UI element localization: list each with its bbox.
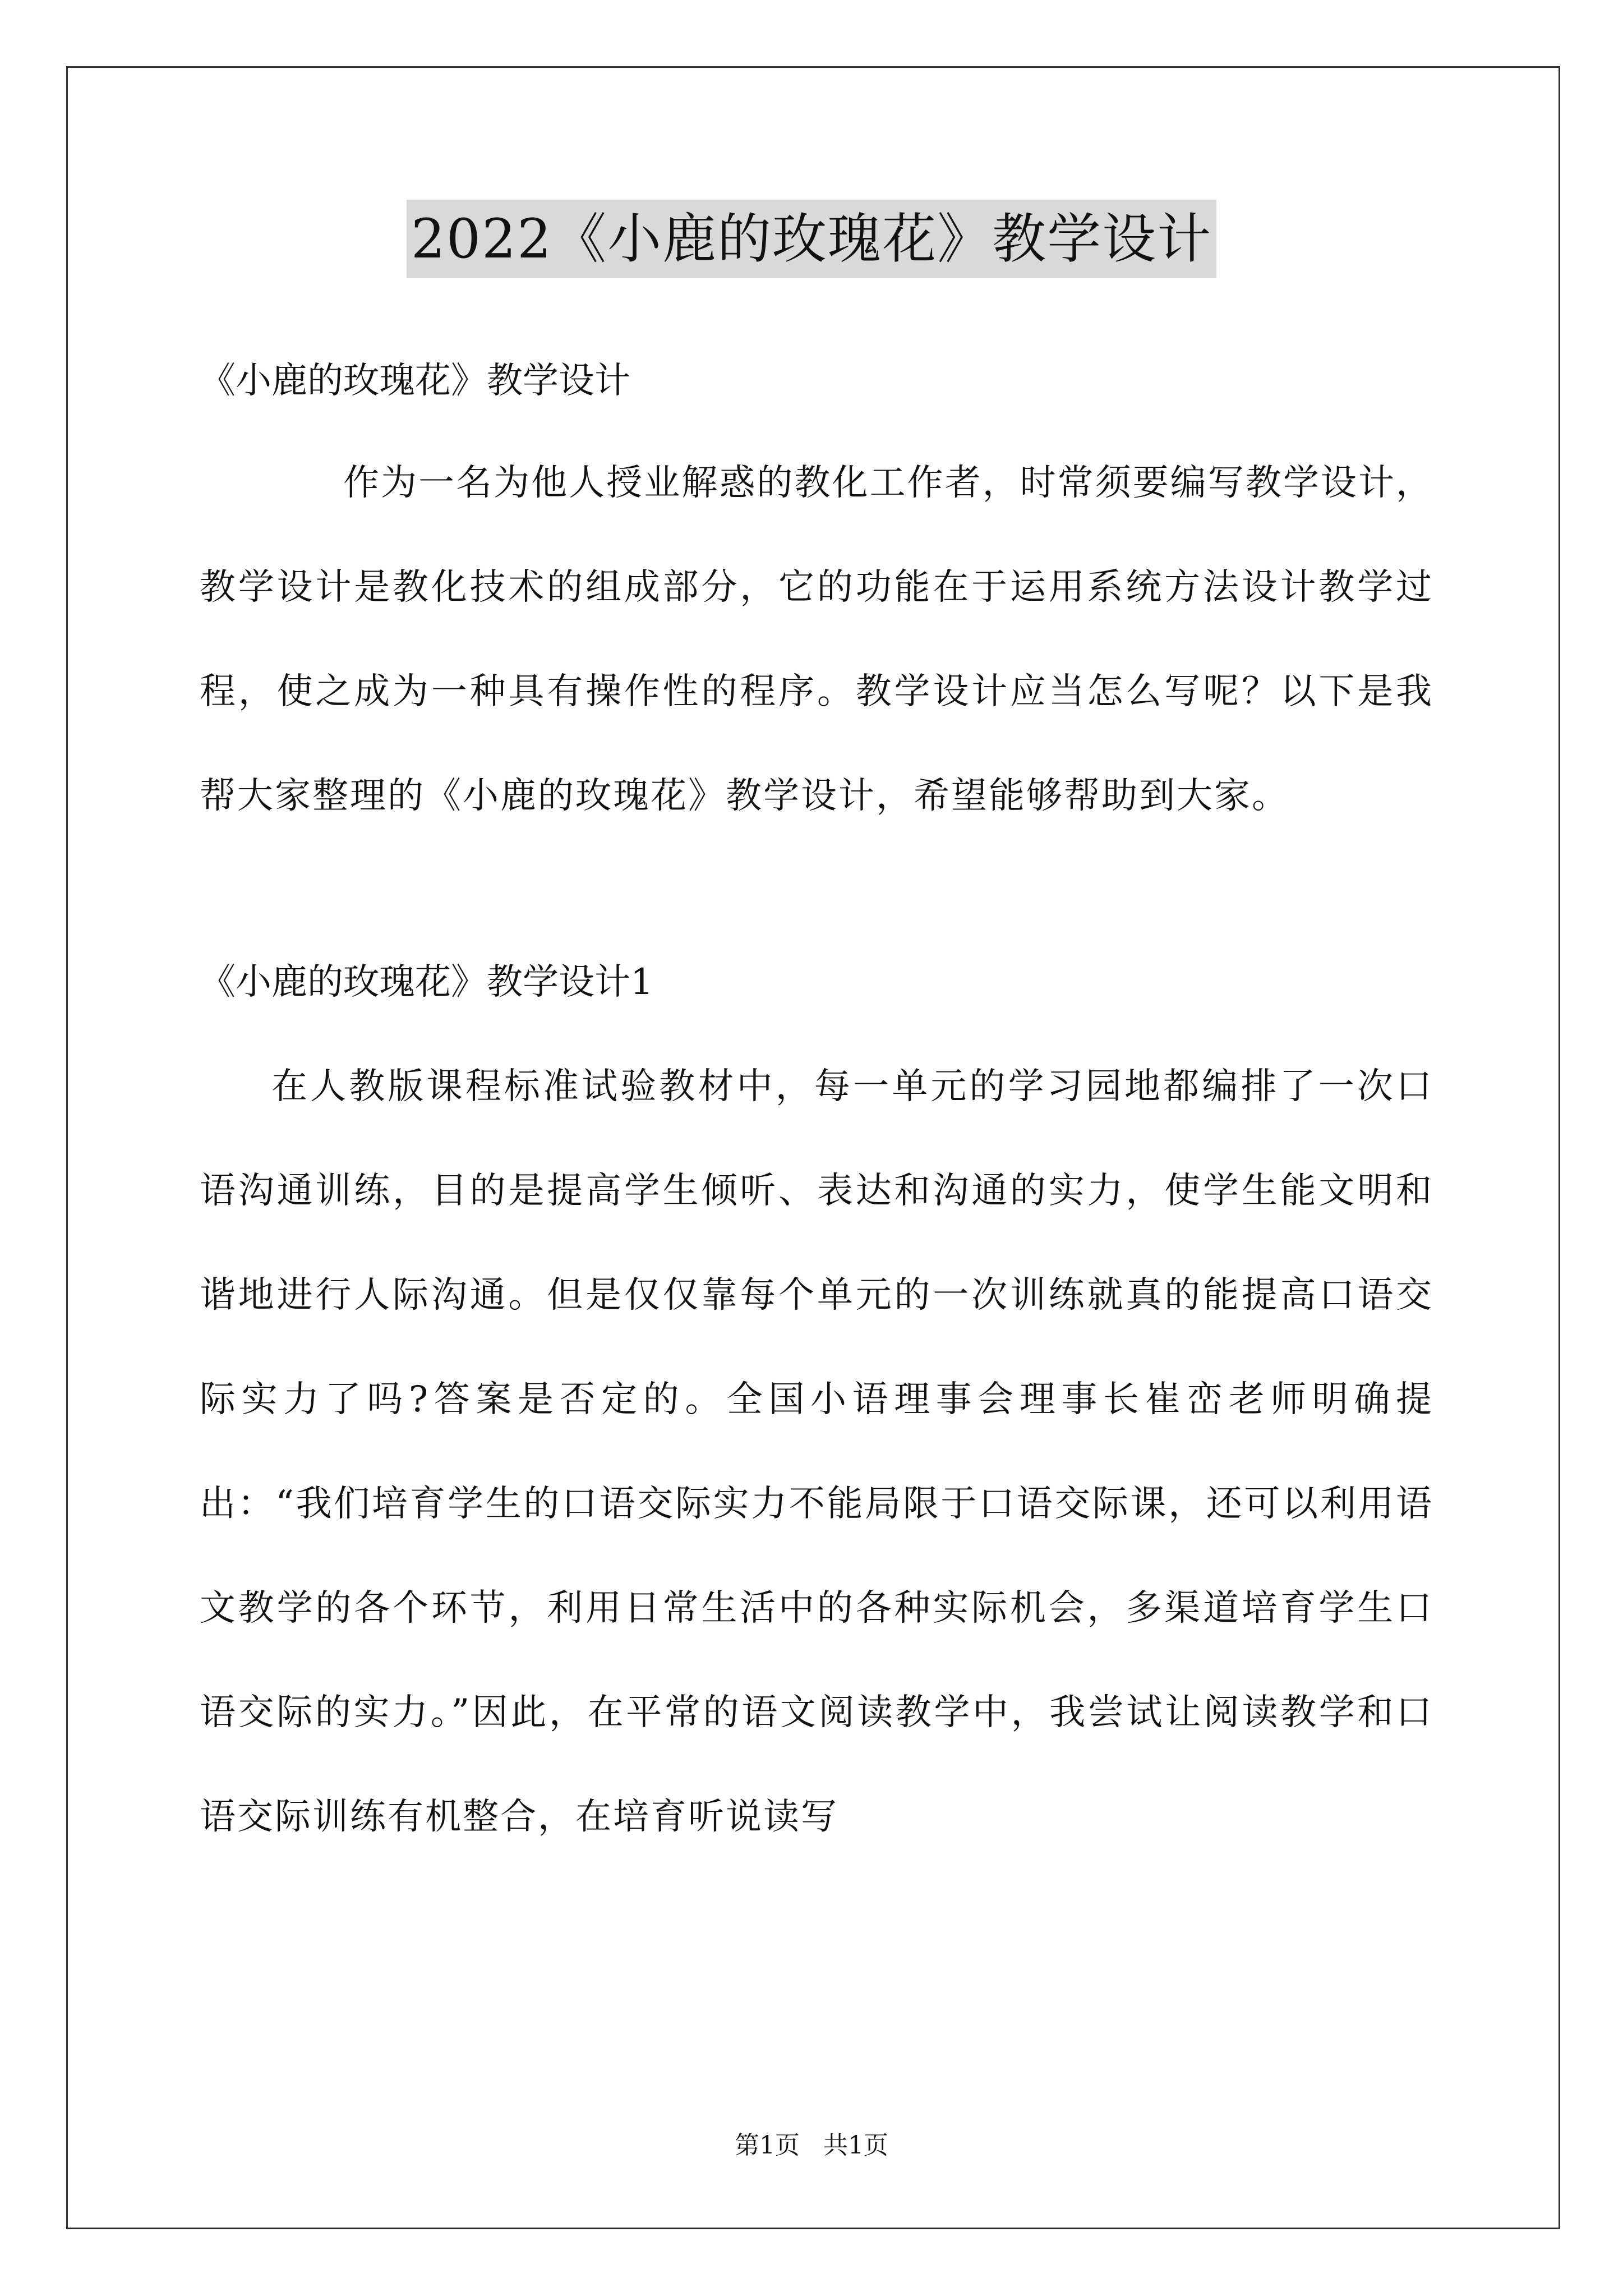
footer-separator	[800, 2131, 823, 2160]
document-title: 2022《小鹿的玫瑰花》教学设计	[407, 200, 1216, 278]
page-number: 第1页	[735, 2131, 800, 2160]
section-spacer	[200, 848, 1433, 955]
document-body	[200, 353, 1433, 1869]
title-container	[0, 200, 1623, 278]
total-pages: 共1页	[823, 2131, 888, 2160]
page-footer	[0, 2129, 1623, 2162]
intro-paragraph: 作为一名为他人授业解惑的教化工作者，时常须要编写教学设计，教学设计是教化技术的组成部分，它的功能在于运用系统方法设计教学过程，使之成为一种具有操作性的程序。教学设计应当怎么写呢？以下是我帮大家整理的《小鹿的玫瑰花》教学设计，希望能够帮助到大家。	[200, 462, 1433, 817]
intro-heading: 《小鹿的玫瑰花》教学设计	[200, 360, 630, 402]
section-1-paragraph: 在人教版课程标准试验教材中，每一单元的学习园地都编排了一次口语沟通训练，目的是提高学生倾听、表达和沟通的实力，使学生能文明和谐地进行人际沟通。但是仅仅靠每个单元的一次训练就真的能提高口语交际实力了吗?答案是否定的。全国小语理事会理事长崔峦老师明确提出：“我们培育学生的口语交际实力不能局限于口语交际课，还可以利用语文教学的各个环节，利用日常生活中的各种实际机会，多渠道培育学生口语交际的实力。”因此，在平常的语文阅读教学中，我尝试让阅读教学和口语交际训练有机整合，在培育听说读写	[200, 1066, 1433, 1838]
section-1-heading: 《小鹿的玫瑰花》教学设计1	[200, 961, 653, 1003]
